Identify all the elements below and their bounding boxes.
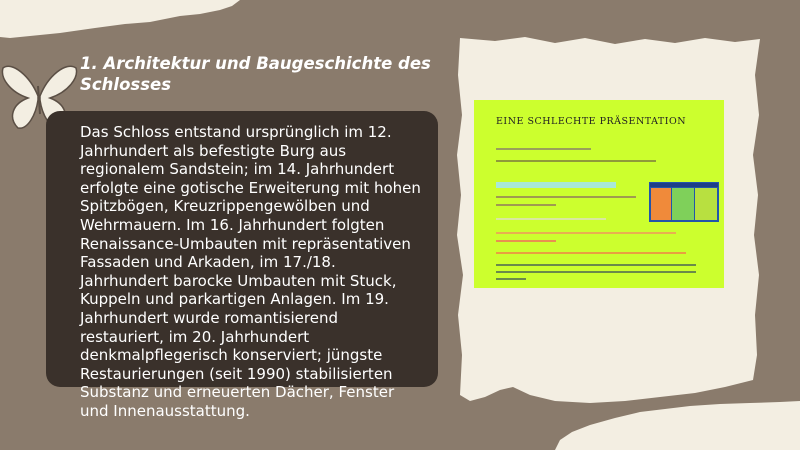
table-header bbox=[650, 183, 718, 187]
thumb-line bbox=[496, 196, 636, 198]
thumb-line bbox=[496, 182, 616, 188]
thumb-line bbox=[496, 160, 656, 162]
thumb-line bbox=[496, 218, 606, 220]
slide-thumbnail bbox=[474, 100, 724, 288]
thumb-line bbox=[496, 264, 696, 266]
thumbnail-title: EINE SCHLECHTE PRÄSENTATION bbox=[496, 116, 687, 127]
table-col bbox=[672, 188, 694, 220]
thumb-table bbox=[649, 182, 719, 222]
thumb-line bbox=[496, 240, 556, 242]
thumb-line bbox=[496, 271, 696, 273]
table-col bbox=[695, 188, 717, 220]
slide-body-text: Das Schloss entstand ursprünglich im 12. Jahrhundert als befestigte Burg aus regionalem Sandstein; im 14. Jahrhundert erfolgte eine gotische Erweiterung mit hohen Spitzbögen, Kreuzrippengewölben und Wehrmauern. Im 16. Jahrhundert folgten Renaissance-Umbauten mit repräsentativen Fassaden und Arkaden, im 17./18. Jahrhundert barocke Umbauten mit Stuck, Kuppeln und parkartigen Anlagen. Im 19. Jahrhundert wurde romantisierend restauriert, im 20. Jahrhundert denkmalpflegerisch konserviert; jüngste Restaurierungen (seit 1990) stabilisierten Substanz und erneuerten Dächer, Fenster und Innenausstattung. bbox=[80, 123, 421, 420]
slide-title: 1. Architektur und Baugeschichte des Schlosses bbox=[80, 54, 431, 94]
thumb-line bbox=[496, 232, 676, 234]
thumb-line bbox=[496, 278, 526, 280]
thumb-line bbox=[496, 204, 556, 206]
thumb-line bbox=[496, 148, 591, 150]
thumb-line bbox=[496, 252, 686, 254]
table-col bbox=[651, 188, 671, 220]
